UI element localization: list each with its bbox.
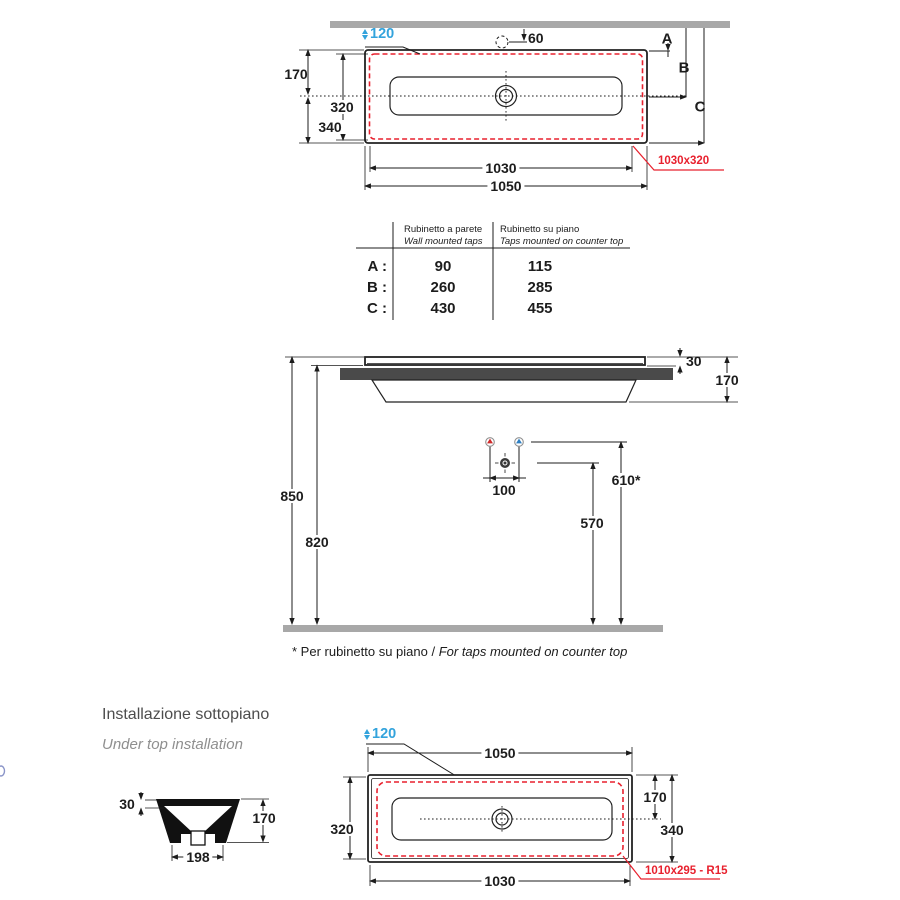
cs-dim-30: 30 [119, 796, 135, 812]
ut-height-adjust-label [364, 726, 396, 742]
row-c-wall: 430 [430, 300, 456, 317]
elev-dim-30: 30 [686, 353, 702, 369]
ut-cutout-label: 1010x295 - R15 [645, 865, 728, 877]
up-down-arrows-icon [362, 29, 368, 40]
elev-dim-170: 170 [712, 373, 741, 387]
ut-dim-170: 170 [640, 790, 669, 804]
row-b-wall: 260 [430, 279, 456, 296]
adjust-value: 120 [370, 26, 395, 42]
elev-dim-100: 100 [492, 482, 516, 498]
cs-dim-170: 170 [249, 811, 278, 825]
dim-60: 60 [528, 30, 544, 46]
section-title-it: Installazione sottopiano [102, 706, 270, 723]
undertop-adjust-leader [366, 744, 456, 776]
height-adjust-label [362, 26, 394, 42]
section-title-en: Under top installation [102, 736, 243, 753]
ut-dim-340: 340 [657, 823, 686, 837]
row-b-counter: 285 [527, 279, 553, 296]
col-wall-it: Rubinetto a parete [404, 224, 483, 235]
elev-dim-570: 570 [577, 516, 606, 530]
ref-a: A [661, 30, 673, 48]
row-a-label: A : [367, 258, 387, 275]
tap-hole-dashed-circle [496, 36, 508, 48]
dim-320: 320 [327, 100, 356, 114]
row-c-label: C : [367, 300, 387, 317]
ut-sink-outline [368, 775, 632, 862]
ut-dim-1030: 1030 [481, 874, 518, 888]
ut-adjust-value: 120 [372, 726, 397, 742]
page-edge-artifact [0, 766, 5, 776]
elev-dim-610: 610* [609, 473, 644, 487]
row-b-label: B : [367, 279, 387, 296]
dim-1050: 1050 [487, 179, 524, 193]
table-col-wall-header [404, 224, 483, 247]
waste-outlet [500, 458, 510, 468]
dim-1030: 1030 [482, 161, 519, 175]
col-counter-it: Rubinetto su piano [500, 224, 580, 235]
ut-up-down-arrows-icon [364, 729, 370, 740]
basin-under-counter [372, 380, 636, 402]
footnote-en: For taps mounted on counter top [438, 644, 628, 659]
ref-b: B [678, 59, 690, 77]
footnote-it: * Per rubinetto su piano / [292, 644, 439, 659]
col-counter-en: Taps mounted on counter top [500, 235, 624, 247]
elev-dim-820: 820 [302, 535, 331, 549]
ut-dim-1050: 1050 [481, 746, 518, 760]
cs-dim-198: 198 [183, 850, 212, 864]
cutout-label: 1030x320 [658, 155, 710, 167]
row-a-wall: 90 [434, 258, 452, 275]
row-a-counter: 115 [527, 258, 553, 275]
table-col-counter-header [500, 224, 623, 247]
dim-340: 340 [315, 120, 344, 134]
floor-bar [283, 625, 663, 632]
row-c-counter: 455 [527, 300, 553, 317]
ref-c: C [694, 98, 706, 116]
dim-170: 170 [284, 66, 308, 82]
counter-bar [340, 368, 673, 380]
cross-section-drain [191, 831, 205, 845]
footnote [292, 644, 627, 659]
elev-dim-850: 850 [277, 489, 306, 503]
col-wall-en: Wall mounted taps [404, 235, 483, 247]
ut-dim-320: 320 [327, 822, 356, 836]
